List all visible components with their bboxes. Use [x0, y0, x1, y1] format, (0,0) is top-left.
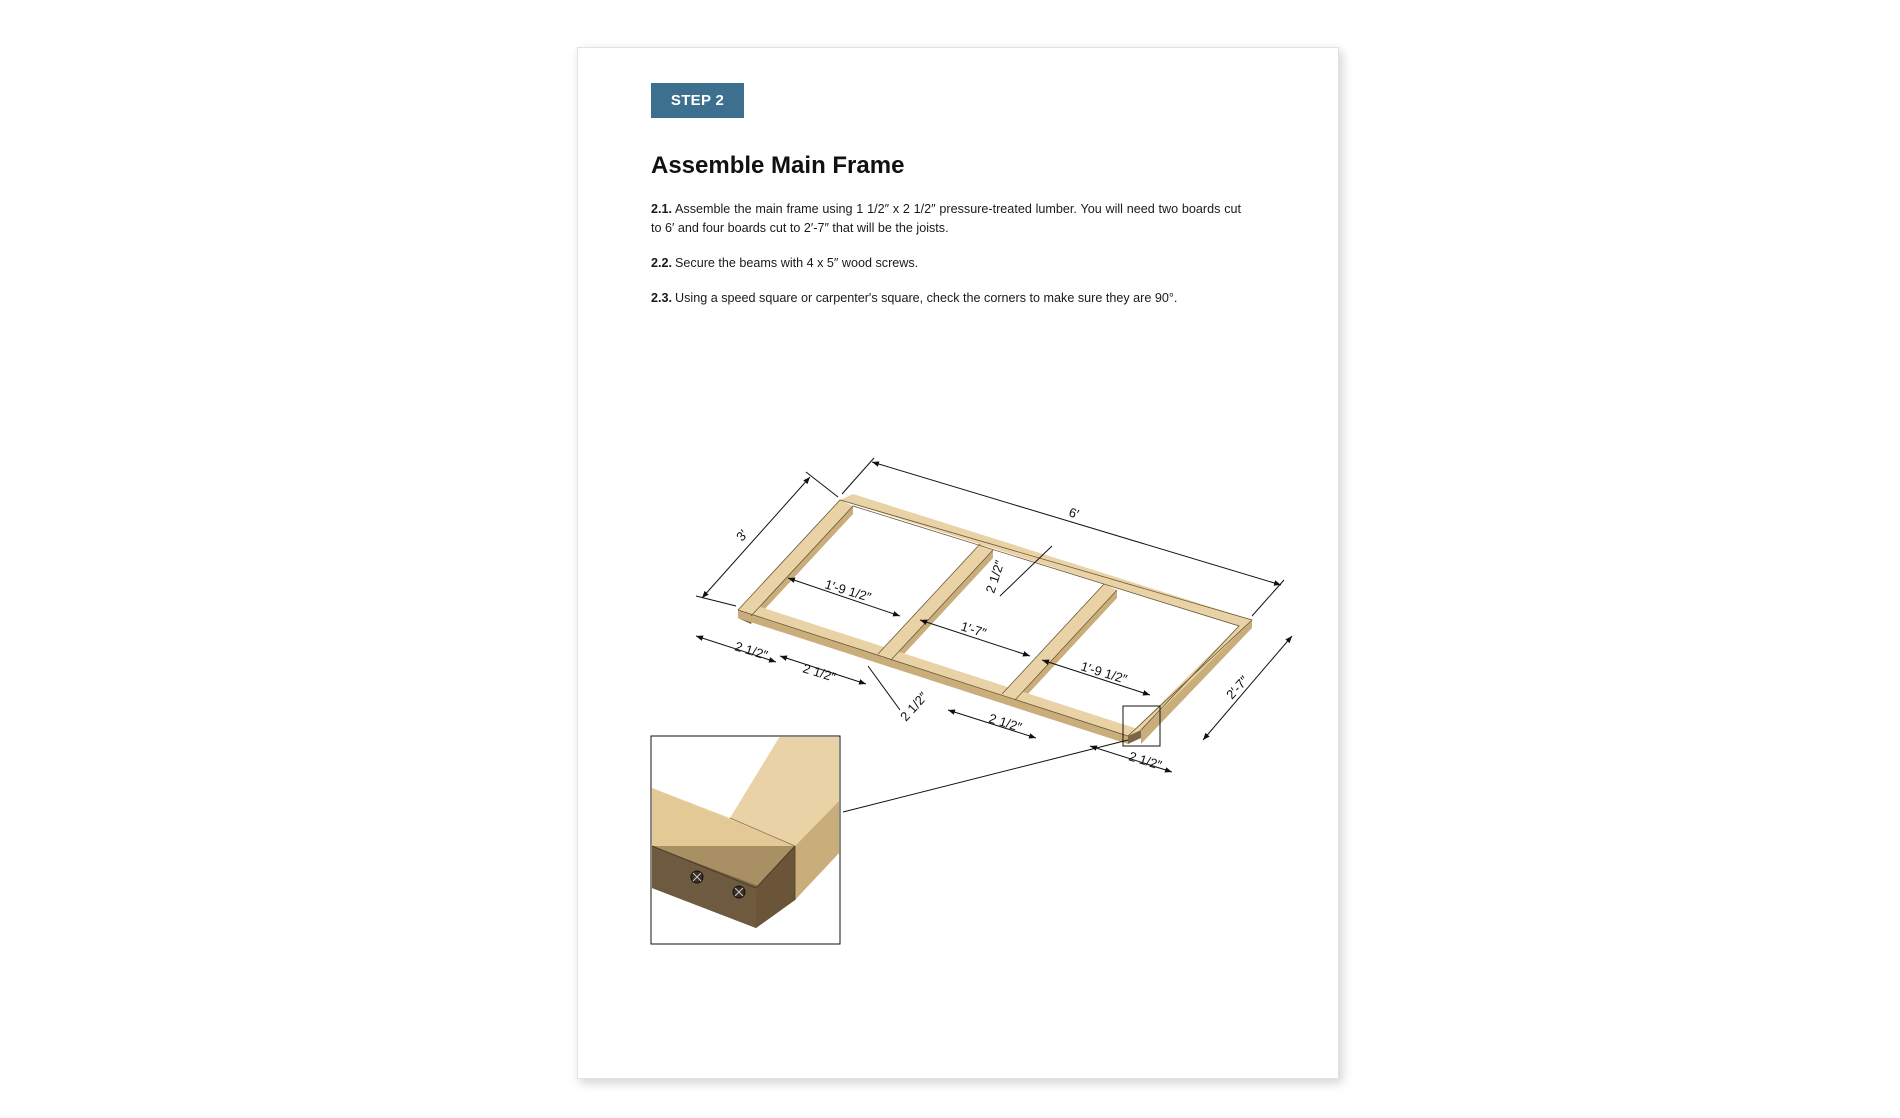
- dim-overall-length: 6′: [1067, 504, 1081, 522]
- screw-icon: [733, 886, 745, 898]
- back-beam: [840, 494, 1252, 634]
- dim-board-width-c: 2 1/2″: [897, 689, 931, 725]
- instruction-text: Using a speed square or carpenter's square, check the corners to make sure they are 90°.: [675, 291, 1178, 305]
- instruction-number: 2.2.: [651, 256, 673, 270]
- corner-detail-inset: [651, 736, 840, 944]
- dim-board-width-b: 2 1/2″: [801, 660, 838, 685]
- step-badge: STEP 2: [651, 83, 744, 118]
- dim-board-width-top: 2 1/2″: [982, 558, 1008, 595]
- instruction-number: 2.1.: [651, 202, 673, 216]
- middle-joist-2: [1002, 584, 1117, 708]
- middle-joist-1: [878, 544, 993, 668]
- page-title: Assemble Main Frame: [651, 152, 905, 179]
- frame-boards: [738, 494, 1252, 744]
- instruction-text: Assemble the main frame using 1 1/2″ x 2 1/2″ pressure-treated lumber. You will need two boards cut to 6′ and four boards cut to 2′-7″ that will be the joists.: [651, 202, 1241, 235]
- dim-board-width-e: 2 1/2″: [1127, 748, 1164, 773]
- dim-board-width-d: 2 1/2″: [987, 710, 1024, 735]
- dim-overall-width: 3′: [733, 526, 751, 545]
- dim-bay-end-left: 1′-9 1/2″: [823, 576, 873, 605]
- screw-icon: [691, 871, 703, 883]
- instruction-text: Secure the beams with 4 x 5″ wood screws.: [675, 256, 919, 270]
- dim-bay-middle: 1′-7″: [959, 618, 989, 641]
- dim-joist-length: 2′-7″: [1223, 672, 1252, 703]
- instruction-number: 2.3.: [651, 291, 673, 305]
- dim-board-width-a: 2 1/2″: [733, 638, 770, 663]
- dim-bay-end-right: 1′-9 1/2″: [1079, 658, 1129, 687]
